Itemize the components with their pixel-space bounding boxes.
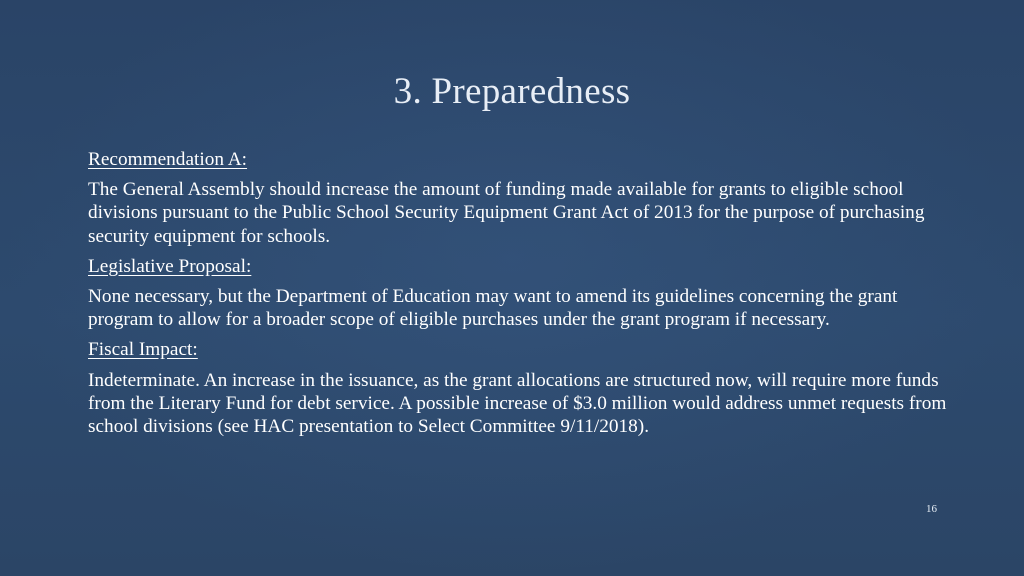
fiscal-impact-text: Indeterminate. An increase in the issuance, as the grant allocations are structured now, will require more funds from the Literary Fund for debt service. A possible increase of $3.0 million would address unmet requests from school divisions (see HAC presentation to Select Committee 9/11/2018).	[88, 369, 947, 438]
recommendation-heading: Recommendation A:	[88, 149, 248, 170]
legislative-proposal-heading: Legislative Proposal:	[88, 255, 252, 277]
slide-body	[88, 148, 948, 445]
slide-title: 3. Preparedness	[393, 71, 631, 112]
recommendation-text: The General Assembly should increase the amount of funding made available for grants to eligible school divisions pursuant to the Public School Security Equipment Grant Act of 2013 for the purpose of purchasing security equipment for schools.	[88, 179, 925, 247]
legislative-proposal-text: None necessary, but the Department of Education may want to amend its guidelines concerning the grant program to allow for a broader scope of eligible purchases under the grant program if necessary.	[88, 286, 898, 331]
page-number: 16	[926, 503, 937, 515]
fiscal-impact-heading: Fiscal Impact:	[88, 339, 198, 361]
